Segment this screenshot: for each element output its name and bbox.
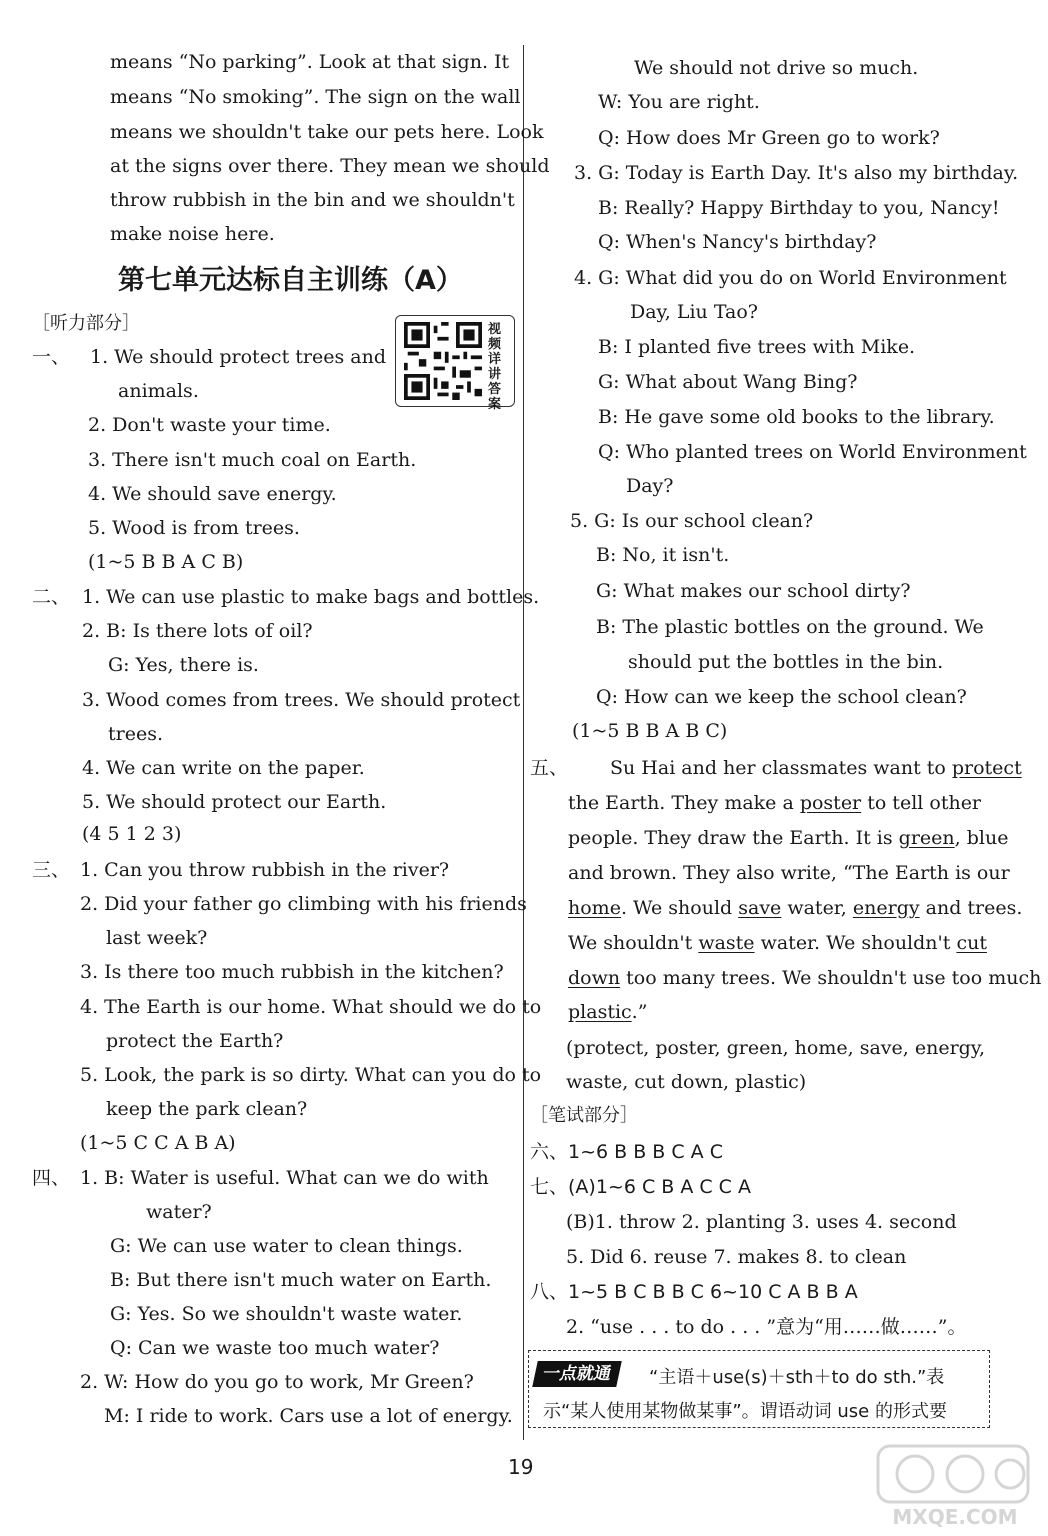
intro-line: means “No parking”. Look at that sign. It xyxy=(110,51,510,73)
answer-line: B: He gave some old books to the library. xyxy=(598,406,995,428)
answer-line: 七、(A)1~6 C B A C C A xyxy=(530,1176,751,1198)
answer-line: Day? xyxy=(626,475,674,497)
intro-line: at the signs over there. They mean we should xyxy=(110,155,550,177)
answer-word: cut xyxy=(956,932,987,954)
watermark-text: MXQE.COM xyxy=(892,1505,1018,1529)
answer-line: 3. Is there too much rubbish in the kitchen? xyxy=(80,961,504,983)
unit-title: 第七单元达标自主训练（A） xyxy=(118,265,463,296)
section-number: 五、 xyxy=(530,757,569,779)
passage-line xyxy=(568,931,987,955)
intro-line: throw rubbish in the bin and we shouldn't xyxy=(110,189,515,211)
answer-line: Q: How does Mr Green go to work? xyxy=(598,127,940,149)
section-number: 三、 xyxy=(32,859,71,881)
intro-line: make noise here. xyxy=(110,223,275,245)
answer-word: down xyxy=(568,967,621,989)
passage-text: , blue xyxy=(954,827,1009,849)
answer-key: (4 5 1 2 3) xyxy=(82,823,182,845)
answer-key: (1~5 B B A C B) xyxy=(88,551,244,573)
passage-line xyxy=(610,756,1022,780)
answer-line: 5. Look, the park is so dirty. What can you do to xyxy=(80,1064,542,1086)
answer-line: 4. The Earth is our home. What should we do to xyxy=(80,996,542,1018)
answer-line: B: The plastic bottles on the ground. We xyxy=(596,616,984,638)
answer-line: W: You are right. xyxy=(598,91,760,113)
passage-line xyxy=(568,791,981,815)
section-number: 四、 xyxy=(32,1167,71,1189)
answer-word: protect xyxy=(951,757,1022,779)
word-bank-line: waste, cut down, plastic) xyxy=(566,1071,807,1093)
answer-line: 2. Did your father go climbing with his friends xyxy=(80,893,527,915)
answer-line: 5. Did 6. reuse 7. makes 8. to clean xyxy=(566,1246,907,1268)
answer-word: home xyxy=(568,897,621,919)
intro-line: means “No smoking”. The sign on the wall xyxy=(110,86,521,108)
answer-line: 4. We can write on the paper. xyxy=(82,757,365,779)
answer-line: B: Really? Happy Birthday to you, Nancy! xyxy=(598,197,1000,219)
answer-line: 1. Can you throw rubbish in the river? xyxy=(80,859,450,881)
answer-line: keep the park clean? xyxy=(106,1098,308,1120)
answer-line: G: We can use water to clean things. xyxy=(110,1235,463,1257)
passage-text: We shouldn't xyxy=(568,932,699,954)
section-number: 一、 xyxy=(32,346,71,368)
answer-word: waste xyxy=(698,932,755,954)
answer-line: 2. B: Is there lots of oil? xyxy=(82,620,313,642)
answer-line: 2. W: How do you go to work, Mr Green? xyxy=(80,1371,474,1393)
passage-line xyxy=(568,896,1022,920)
answer-line: Q: Can we waste too much water? xyxy=(110,1337,440,1359)
tip-box xyxy=(528,1350,990,1428)
answer-line: 4. We should save energy. xyxy=(88,483,337,505)
passage-text: people. They draw the Earth. It is xyxy=(568,827,899,849)
answer-line: Q: Who planted trees on World Environment xyxy=(598,441,1027,463)
answer-line: 八、1~5 B C B B C 6~10 C A B B A xyxy=(530,1281,858,1303)
listening-header: ［听力部分］ xyxy=(32,313,140,334)
page-number: 19 xyxy=(508,1455,534,1479)
passage-text: water. We shouldn't xyxy=(754,932,957,954)
answer-line: trees. xyxy=(108,723,163,745)
passage-line: and brown. They also write, “The Earth is our xyxy=(568,862,1010,884)
answer-line: G: What makes our school dirty? xyxy=(596,580,911,602)
passage-text: .” xyxy=(631,1001,648,1023)
answer-line: animals. xyxy=(118,380,199,402)
answer-word: plastic xyxy=(568,1001,632,1023)
passage-line xyxy=(568,826,1008,850)
answer-line: last week? xyxy=(106,927,208,949)
answer-line: 4. G: What did you do on World Environment xyxy=(574,267,1007,289)
answer-line: We should not drive so much. xyxy=(634,57,919,79)
answer-line: water? xyxy=(146,1201,212,1223)
passage-line xyxy=(568,966,1041,990)
tip-tag: 一点就通 xyxy=(532,1361,622,1387)
answer-line: should put the bottles in the bin. xyxy=(628,651,944,673)
intro-line: means we shouldn't take our pets here. Look xyxy=(110,121,544,143)
answer-line: M: I ride to work. Cars use a lot of energy. xyxy=(104,1405,513,1427)
answer-word: energy xyxy=(852,897,920,919)
answer-word: save xyxy=(738,897,782,919)
answer-line: G: Yes. So we shouldn't waste water. xyxy=(110,1303,463,1325)
answer-line: 1. B: Water is useful. What can we do with xyxy=(80,1167,489,1189)
tip-line: 示“某人使用某物做某事”。谓语动词 use 的形式要 xyxy=(543,1401,947,1422)
answer-line: 3. G: Today is Earth Day. It's also my birthday. xyxy=(574,162,1019,184)
answer-line: 3. There isn't much coal on Earth. xyxy=(88,449,417,471)
answer-line: 5. Wood is from trees. xyxy=(88,517,300,539)
answer-line: 六、1~6 B B B C A C xyxy=(530,1141,723,1163)
passage-text: to tell other xyxy=(861,792,982,814)
answer-line: 5. G: Is our school clean? xyxy=(570,510,814,532)
written-header: ［笔试部分］ xyxy=(530,1105,638,1126)
answer-line: B: No, it isn't. xyxy=(596,544,730,566)
passage-text: water, xyxy=(781,897,853,919)
answer-line: G: What about Wang Bing? xyxy=(598,371,858,393)
answer-line: 1. We can use plastic to make bags and bottles. xyxy=(82,586,540,608)
passage-line xyxy=(568,1000,647,1024)
word-bank-line: (protect, poster, green, home, save, energy, xyxy=(566,1037,986,1059)
passage-text: . We should xyxy=(620,897,739,919)
column-divider xyxy=(523,45,524,1440)
answer-line: Q: How can we keep the school clean? xyxy=(596,686,967,708)
qr-code-icon xyxy=(404,322,482,400)
answer-line: 3. Wood comes from trees. We should protect xyxy=(82,689,521,711)
answer-line: (B)1. throw 2. planting 3. uses 4. second xyxy=(566,1211,957,1233)
passage-text: and trees. xyxy=(919,897,1023,919)
qr-code-box[interactable] xyxy=(395,315,515,412)
tip-line: “主语＋use(s)＋sth＋to do sth.”表 xyxy=(649,1367,945,1388)
answer-key: (1~5 B B A B C) xyxy=(572,720,728,742)
watermark-logo xyxy=(870,1440,1040,1530)
passage-text: too many trees. We shouldn't use too much xyxy=(620,967,1042,989)
answer-note: 2. “use . . . to do . . . ”意为“用……做……”。 xyxy=(566,1316,967,1338)
answer-word: poster xyxy=(799,792,862,814)
answer-line: 1. We should protect trees and xyxy=(90,346,386,368)
answer-word: green xyxy=(898,827,955,849)
answer-line: B: I planted five trees with Mike. xyxy=(598,336,916,358)
answer-line: protect the Earth? xyxy=(106,1030,284,1052)
passage-text: Su Hai and her classmates want to xyxy=(610,757,952,779)
answer-line: B: But there isn't much water on Earth. xyxy=(110,1269,492,1291)
section-number: 二、 xyxy=(32,586,71,608)
answer-line: G: Yes, there is. xyxy=(108,654,259,676)
answer-line: Q: When's Nancy's birthday? xyxy=(598,231,877,253)
answer-key: (1~5 C C A B A) xyxy=(80,1132,236,1154)
passage-text: the Earth. They make a xyxy=(568,792,800,814)
answer-line: Day, Liu Tao? xyxy=(630,301,758,323)
answer-line: 5. We should protect our Earth. xyxy=(82,791,387,813)
answer-line: 2. Don't waste your time. xyxy=(88,414,331,436)
qr-label: 视频详讲答案 xyxy=(488,322,502,412)
